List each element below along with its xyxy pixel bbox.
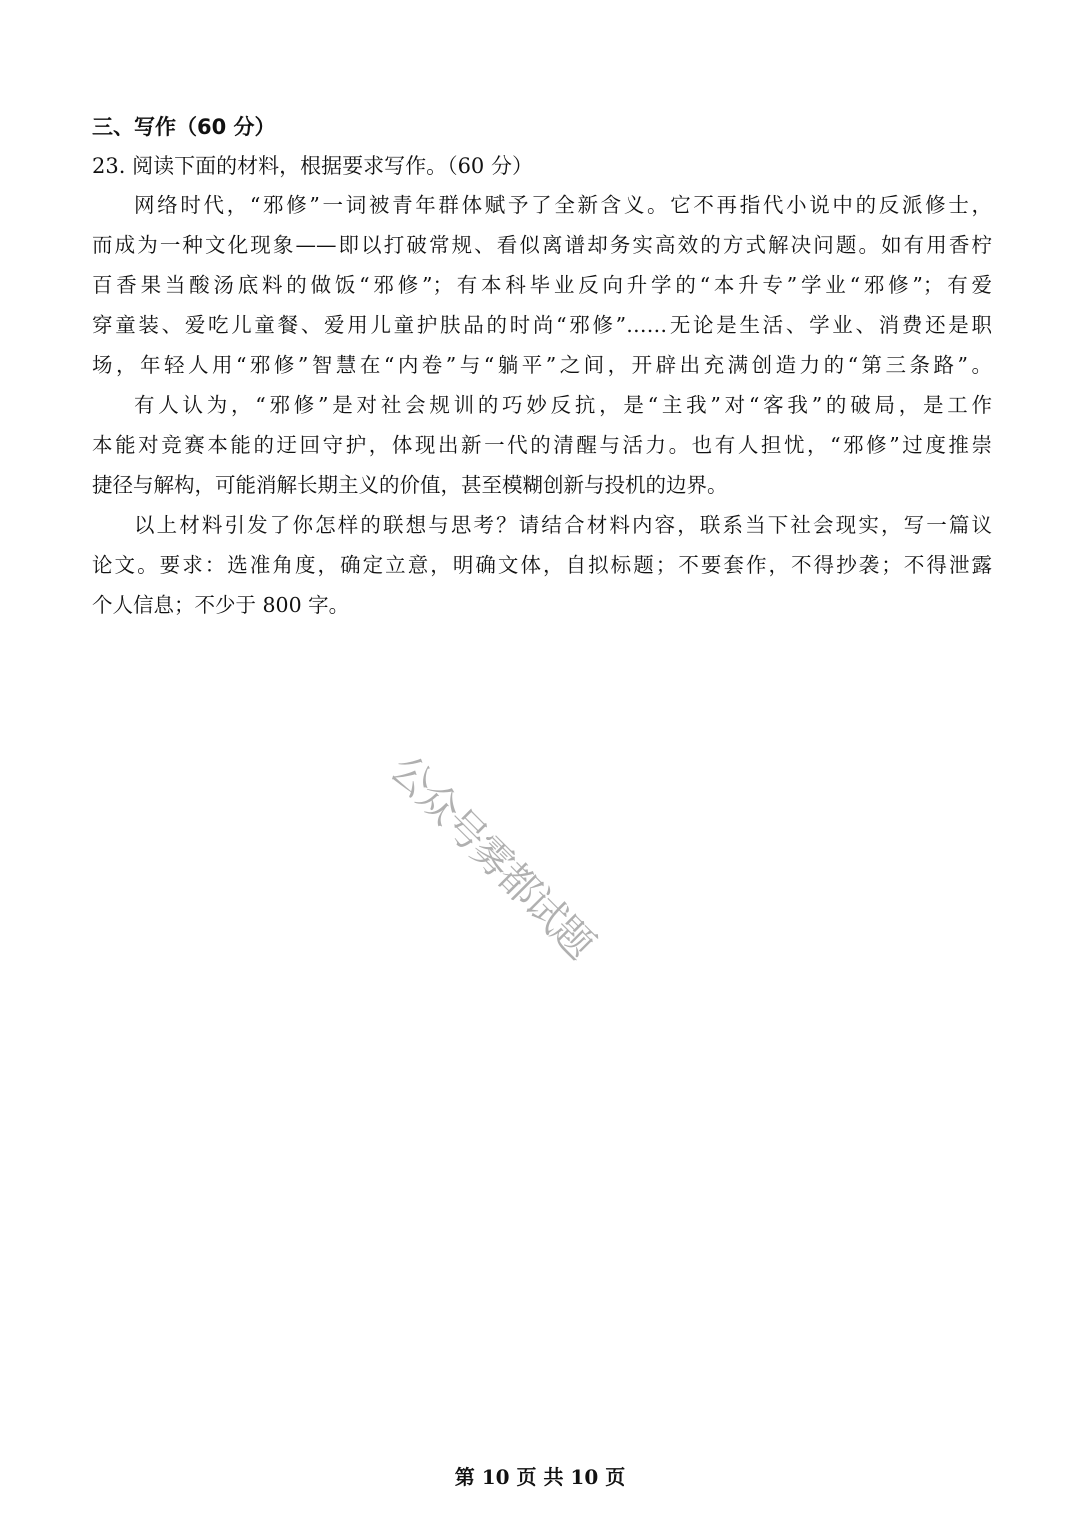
paragraph-1-line: 网络时代，“邪修”一词被青年群体赋予了全新含义。它不再指代小说中的反派修士， xyxy=(134,193,992,217)
paragraph-2-line: 捷径与解构，可能消解长期主义的价值，甚至模糊创新与投机的边界。 xyxy=(92,473,728,497)
paragraph-1-line: 而成为一种文化现象——即以打破常规、看似离谱却务实高效的方式解决问题。如有用香柠 xyxy=(92,233,992,257)
paragraph-1-line: 穿童装、爱吃儿童餐、爱用儿童护肤品的时尚“邪修”……无论是生活、学业、消费还是职 xyxy=(92,313,992,337)
section-title: 三、写作（60 分） xyxy=(92,115,276,139)
paragraph-3-line: 论文。要求：选准角度，确定立意，明确文体，自拟标题；不要套作，不得抄袭；不得泄露 xyxy=(92,553,992,577)
page-number: 第 10 页 共 10 页 xyxy=(454,1465,626,1489)
watermark: 公众号雾都试题 xyxy=(381,746,602,967)
paragraph-1-line: 场，年轻人用“邪修”智慧在“内卷”与“躺平”之间，开辟出充满创造力的“第三条路”。 xyxy=(92,353,992,377)
paragraph-3-line: 个人信息；不少于 800 字。 xyxy=(92,593,350,617)
paragraph-1-line: 百香果当酸汤底料的做饭“邪修”；有本科毕业反向升学的“本升专”学业“邪修”；有爱 xyxy=(92,273,992,297)
paragraph-2-line: 有人认为，“邪修”是对社会规训的巧妙反抗，是“主我”对“客我”的破局，是工作 xyxy=(134,393,992,417)
paragraph-2-line: 本能对竞赛本能的迂回守护，体现出新一代的清醒与活力。也有人担忧，“邪修”过度推崇 xyxy=(92,433,992,457)
question-prompt: 23. 阅读下面的材料，根据要求写作。（60 分） xyxy=(92,154,533,178)
paragraph-3-line: 以上材料引发了你怎样的联想与思考？请结合材料内容，联系当下社会现实，写一篇议 xyxy=(134,513,992,537)
